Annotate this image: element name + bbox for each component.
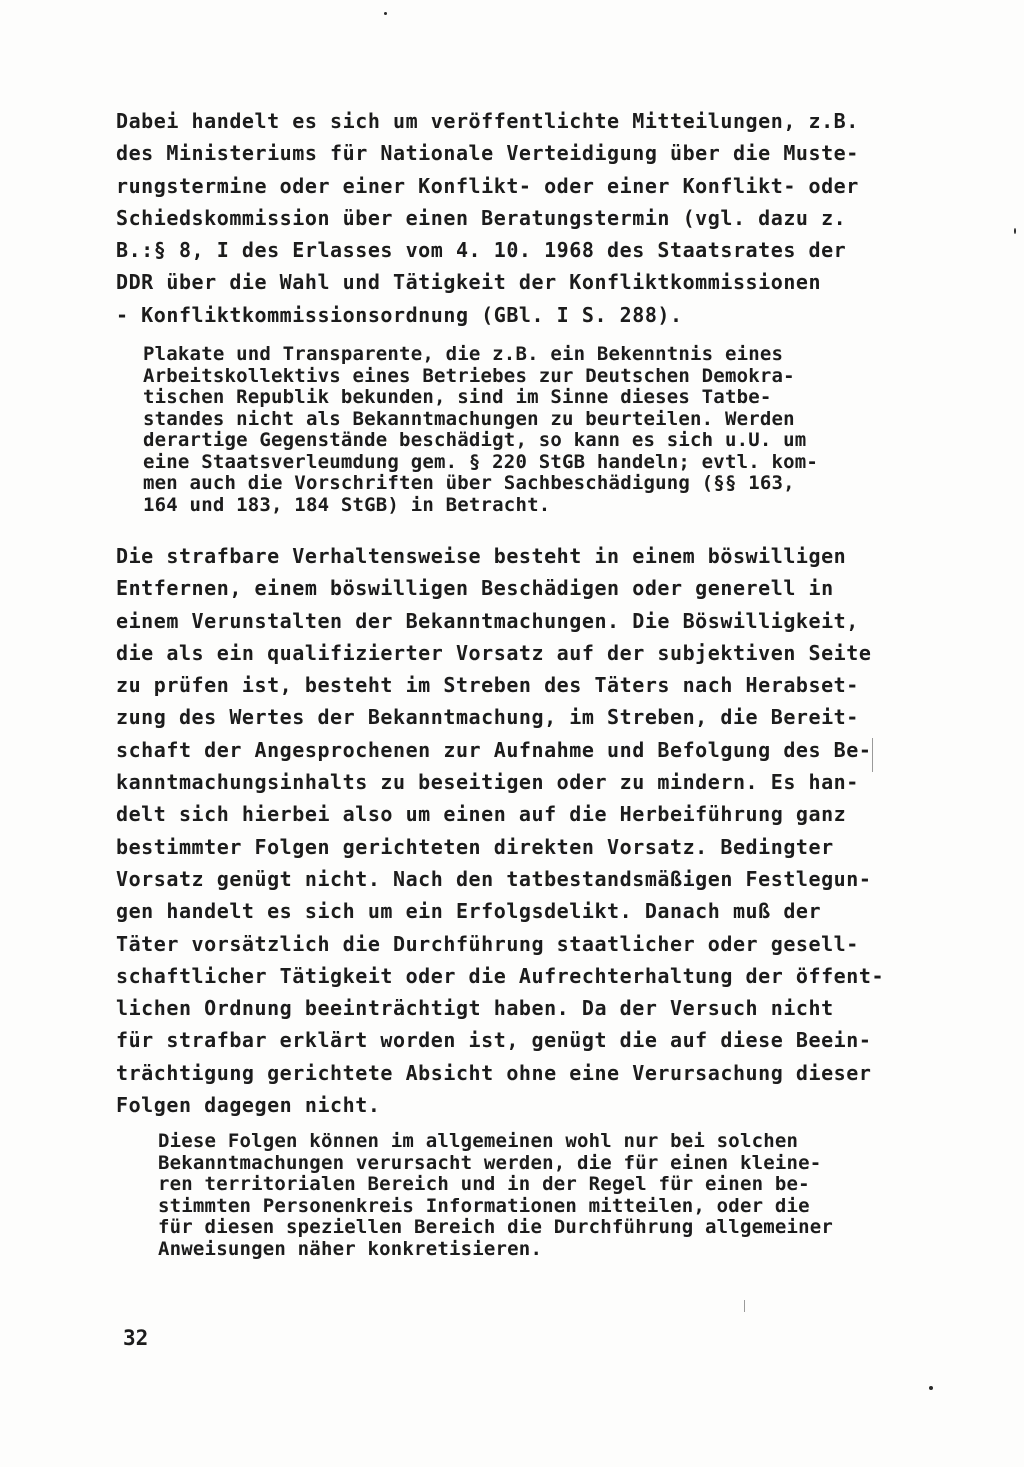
text-line: für strafbar erklärt worden ist, genügt die auf diese Beein-: [116, 1028, 872, 1053]
text-line: Die strafbare Verhaltensweise besteht in einem böswilligen: [116, 544, 847, 568]
margin-mark: [744, 1300, 745, 1312]
text-line: rungstermine oder einer Konflikt- oder einer Konflikt- oder: [116, 173, 859, 198]
text-line: - Konfliktkommissionsordnung (GBl. I S. 288).: [116, 302, 683, 327]
text-line: Arbeitskollektivs eines Betriebes zur Deutschen Demokra-: [143, 364, 795, 387]
text-line: Täter vorsätzlich die Durchführung staatlicher oder gesell-: [116, 931, 859, 956]
text-line: kanntmachungsinhalts zu beseitigen oder zu mindern. Es han-: [116, 770, 859, 795]
text-line: Plakate und Transparente, die z.B. ein Bekenntnis eines: [143, 343, 784, 365]
scan-speck: [1014, 228, 1016, 234]
scan-speck: [384, 12, 387, 15]
text-line: einem Verunstalten der Bekanntmachungen. Die Böswilligkeit,: [116, 608, 859, 633]
text-line: eine Staatsverleumdung gem. § 220 StGB handeln; evtl. kom-: [143, 450, 819, 473]
text-line: schaftlicher Tätigkeit oder die Aufrechterhaltung der öffent-: [116, 963, 885, 988]
text-line: DDR über die Wahl und Tätigkeit der Konfliktkommissionen: [116, 270, 822, 295]
text-line: zu prüfen ist, besteht im Streben des Täters nach Herabset-: [116, 673, 859, 698]
text-line: 164 und 183, 184 StGB) in Betracht.: [143, 493, 551, 516]
text-line: Vorsatz genügt nicht. Nach den tatbestandsmäßigen Festlegun-: [116, 866, 872, 891]
text-line: delt sich hierbei also um einen auf die Herbeiführung ganz: [116, 802, 847, 827]
text-line: Folgen dagegen nicht.: [116, 1093, 381, 1118]
text-line: derartige Gegenstände beschädigt, so kann es sich u.U. um: [143, 429, 807, 451]
text-line: ren territorialen Bereich und in der Regel für einen be-: [158, 1173, 810, 1195]
text-line: Anweisungen näher konkretisieren.: [158, 1237, 543, 1260]
text-line: gen handelt es sich um ein Erfolgsdelikt. Danach muß der: [116, 899, 822, 924]
text-line: schaft der Angesprochenen zur Aufnahme und Befolgung des Be-: [116, 737, 872, 762]
text-line: tischen Republik bekunden, sind im Sinne dieses Tatbe-: [143, 386, 772, 408]
text-line: Diese Folgen können im allgemeinen wohl nur bei solchen: [158, 1130, 799, 1152]
text-line: für diesen speziellen Bereich die Durchführung allgemeiner: [158, 1216, 834, 1238]
indented-note-2: [158, 1131, 958, 1260]
scan-speck: [929, 1386, 933, 1390]
text-line: Dabei handelt es sich um veröffentlichte Mitteilungen, z.B.: [116, 109, 859, 133]
text-line: Bekanntmachungen verursacht werden, die für einen kleine-: [158, 1151, 822, 1174]
text-line: standes nicht als Bekanntmachungen zu beurteilen. Werden: [143, 407, 795, 430]
margin-mark: [872, 738, 873, 772]
text-line: Entfernen, einem böswilligen Beschädigen oder generell in: [116, 576, 834, 601]
text-line: stimmten Personenkreis Informationen mitteilen, oder die: [158, 1194, 810, 1217]
paragraph-1: [116, 105, 936, 331]
paragraph-2: [116, 540, 936, 1121]
text-line: bestimmter Folgen gerichteten direkten Vorsatz. Bedingter: [116, 834, 834, 859]
text-line: trächtigung gerichtete Absicht ohne eine Verursachung dieser: [116, 1060, 872, 1085]
text-line: die als ein qualifizierter Vorsatz auf der subjektiven Seite: [116, 640, 872, 665]
text-line: men auch die Vorschriften über Sachbeschädigung (§§ 163,: [143, 472, 795, 494]
indented-note-1: [143, 344, 943, 516]
text-line: des Ministeriums für Nationale Verteidigung über die Muste-: [116, 141, 859, 166]
page-number: 32: [123, 1326, 149, 1350]
text-line: B.:§ 8, I des Erlasses vom 4. 10. 1968 des Staatsrates der: [116, 238, 847, 263]
text-line: Schiedskommission über einen Beratungstermin (vgl. dazu z.: [116, 205, 847, 230]
text-line: zung des Wertes der Bekanntmachung, im Streben, die Bereit-: [116, 705, 859, 730]
text-line: lichen Ordnung beeinträchtigt haben. Da der Versuch nicht: [116, 996, 834, 1021]
